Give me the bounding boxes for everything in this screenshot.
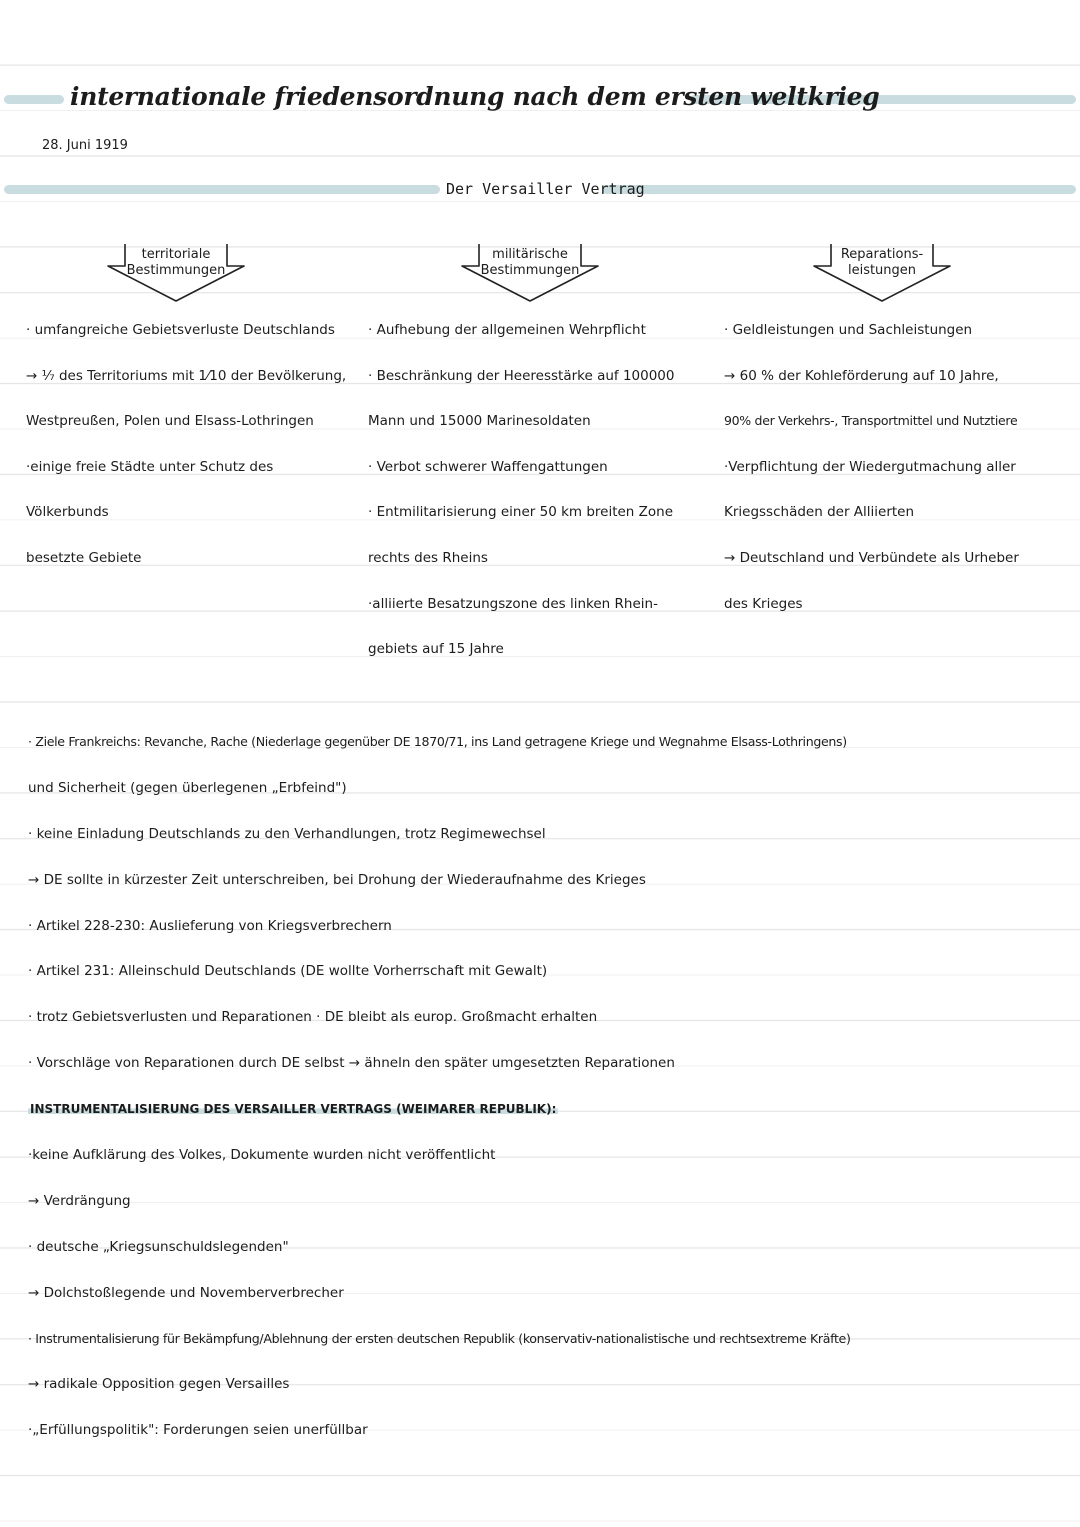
column-reparations xyxy=(724,314,1074,633)
note-line: · Artikel 228-230: Auslieferung von Kriegsverbrechern xyxy=(28,917,392,934)
list-item: ·Verpflichtung der Wiedergutmachung aller xyxy=(724,458,1016,475)
note-line: · Instrumentalisierung für Bekämpfung/Ablehnung der ersten deutschen Republik (konservativ-nationalistische und rechtsextreme Kräfte) xyxy=(28,1330,851,1346)
heading-arrow-military xyxy=(460,244,600,302)
list-item: Völkerbunds xyxy=(26,504,109,521)
list-item: ·alliierte Besatzungszone des linken Rhein- xyxy=(368,595,658,612)
note-line: und Sicherheit (gegen überlegenen „Erbfeind") xyxy=(28,779,347,796)
list-item: Kriegsschäden der Alliierten xyxy=(724,504,915,521)
date: 28. Juni 1919 xyxy=(42,138,128,153)
note-line: → Dolchstoßlegende und Novemberverbrecher xyxy=(28,1284,344,1301)
note-line: · Vorschläge von Reparationen durch DE selbst → ähneln den später umgesetzten Reparationen xyxy=(28,1055,675,1072)
list-item: rechts des Rheins xyxy=(368,549,488,566)
list-item: 90% der Verkehrs-, Transportmittel und Nutztiere xyxy=(724,413,1018,429)
list-item: Mann und 15000 Marinesoldaten xyxy=(368,413,591,430)
note-line: · Artikel 231: Alleinschuld Deutschlands (DE wollte Vorherrschaft mit Gewalt) xyxy=(28,963,548,980)
heading-arrow-territorial xyxy=(106,244,246,302)
note-line: → DE sollte in kürzester Zeit unterschreiben, bei Drohung der Wiederaufnahme des Krieges xyxy=(28,871,646,888)
list-item: → Deutschland und Verbündete als Urheber xyxy=(724,549,1019,566)
note-line: · trotz Gebietsverlusten und Reparationen · DE bleibt als europ. Großmacht erhalten xyxy=(28,1009,598,1026)
list-item: → ⅐ des Territoriums mit 1⁄10 der Bevölkerung, xyxy=(26,367,347,384)
section-subtitle: Der Versailler Vertrag xyxy=(446,180,645,198)
list-item: gebiets auf 15 Jahre xyxy=(368,641,504,658)
note-line: → Verdrängung xyxy=(28,1192,131,1209)
heading-territorial xyxy=(106,247,246,279)
list-item: · Aufhebung der allgemeinen Wehrpflicht xyxy=(368,322,646,338)
heading-reparations xyxy=(812,247,952,279)
list-item: · umfangreiche Gebietsverluste Deutschlands xyxy=(26,322,335,338)
subtitle-band-left xyxy=(4,185,440,194)
note-line: · Ziele Frankreichs: Revanche, Rache (Niederlage gegenüber DE 1870/71, ins Land getragene Kriege und Wegnahme Elsass-Lothringens) xyxy=(28,734,847,749)
heading-line: Reparations- xyxy=(840,247,924,262)
title-band-left xyxy=(4,95,64,104)
list-item: Westpreußen, Polen und Elsass-Lothringen xyxy=(26,413,314,430)
note-line: ·„Erfüllungspolitik": Forderungen seien unerfüllbar xyxy=(28,1422,368,1439)
note-line: · keine Einladung Deutschlands zu den Verhandlungen, trotz Regimewechsel xyxy=(28,825,546,842)
list-item: · Verbot schwerer Waffengattungen xyxy=(368,458,608,475)
heading-military xyxy=(460,247,600,279)
heading-line: territoriale xyxy=(141,247,211,262)
page-title: internationale friedensordnung nach dem ersten weltkrieg xyxy=(70,82,880,111)
column-territorial xyxy=(26,314,361,588)
heading-line: Bestimmungen xyxy=(480,263,580,278)
list-item: besetzte Gebiete xyxy=(26,549,142,566)
heading-line: Bestimmungen xyxy=(126,263,226,278)
heading-arrow-reparations xyxy=(812,244,952,302)
note-line: · deutsche „Kriegsunschuldslegenden" xyxy=(28,1238,289,1255)
subtitle-band-right xyxy=(602,185,1076,194)
body-notes xyxy=(28,726,851,1460)
note-line: ·keine Aufklärung des Volkes, Dokumente wurden nicht veröffentlicht xyxy=(28,1147,496,1164)
list-item: · Beschränkung der Heeresstärke auf 100000 xyxy=(368,367,675,384)
section-heading xyxy=(28,1093,851,1139)
column-military xyxy=(368,314,713,679)
list-item: · Entmilitarisierung einer 50 km breiten Zone xyxy=(368,504,674,521)
heading-line: militärische xyxy=(492,247,568,262)
list-item: des Krieges xyxy=(724,595,803,612)
note-line: → radikale Opposition gegen Versailles xyxy=(28,1376,290,1393)
heading-line: leistungen xyxy=(847,263,917,278)
list-item: → 60 % der Kohleförderung auf 10 Jahre, xyxy=(724,367,999,384)
list-item: ·einige freie Städte unter Schutz des xyxy=(26,458,274,475)
list-item: · Geldleistungen und Sachleistungen xyxy=(724,322,973,338)
highlighted-heading: INSTRUMENTALISIERUNG DES VERSAILLER VERTRAGS (WEIMARER REPUBLIK): xyxy=(30,1102,557,1117)
